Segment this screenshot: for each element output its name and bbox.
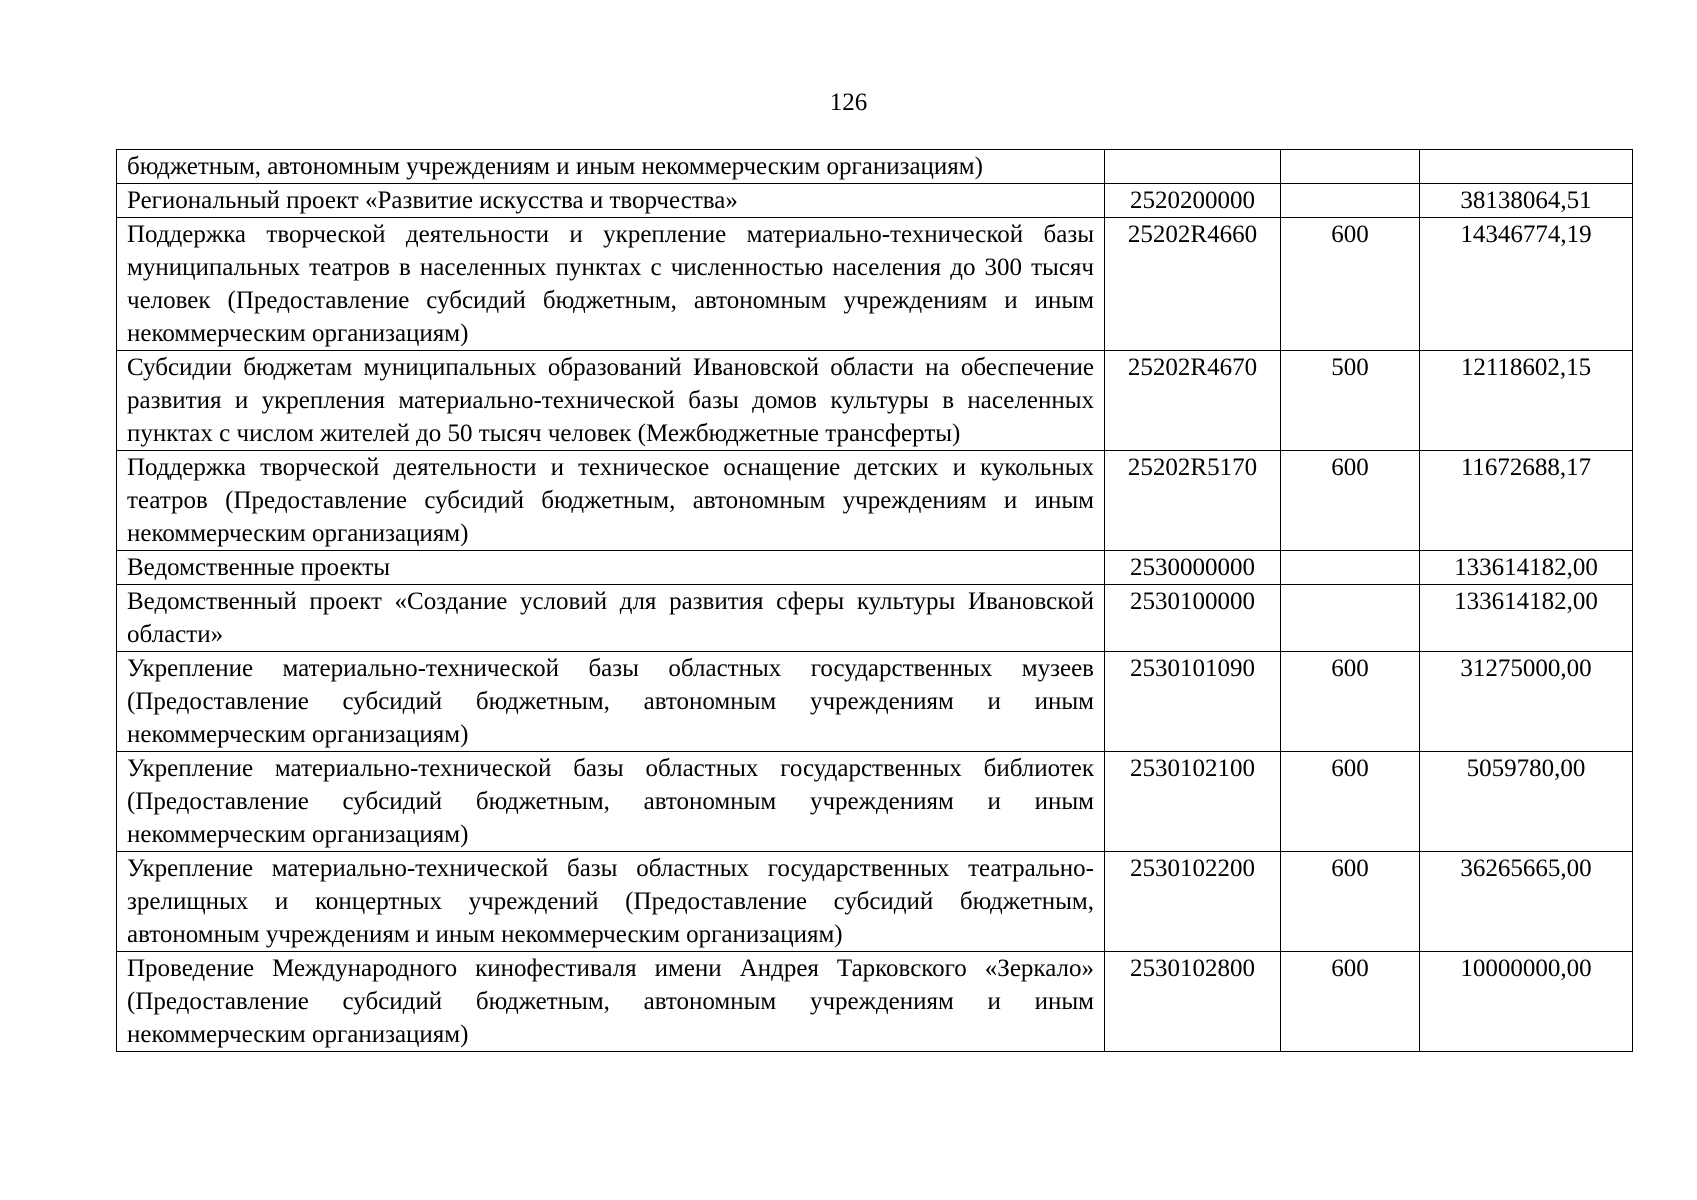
target-code: 25202R4660	[1105, 218, 1281, 351]
target-code: 2530101090	[1105, 652, 1281, 752]
expense-type: 600	[1281, 652, 1420, 752]
budget-table-body	[117, 150, 1633, 1052]
table-row	[117, 852, 1633, 952]
amount: 5059780,00	[1420, 752, 1633, 852]
target-code: 2530102800	[1105, 952, 1281, 1052]
expense-type	[1281, 150, 1420, 184]
amount: 10000000,00	[1420, 952, 1633, 1052]
amount: 14346774,19	[1420, 218, 1633, 351]
table-row	[117, 451, 1633, 551]
expense-type	[1281, 585, 1420, 652]
target-code: 2520200000	[1105, 184, 1281, 218]
table-row	[117, 585, 1633, 652]
table-row	[117, 150, 1633, 184]
expense-type: 600	[1281, 852, 1420, 952]
expense-type: 500	[1281, 351, 1420, 451]
expense-type	[1281, 551, 1420, 585]
target-code: 2530100000	[1105, 585, 1281, 652]
amount: 36265665,00	[1420, 852, 1633, 952]
page-number: 126	[829, 89, 868, 116]
budget-table	[116, 149, 1633, 1052]
target-code: 25202R4670	[1105, 351, 1281, 451]
item-name: бюджетным, автономным учреждениям и иным некоммерческим организациям)	[117, 150, 1105, 184]
expense-type: 600	[1281, 952, 1420, 1052]
expense-type: 600	[1281, 218, 1420, 351]
amount: 12118602,15	[1420, 351, 1633, 451]
target-code	[1105, 150, 1281, 184]
item-name: Субсидии бюджетам муниципальных образований Ивановской области на обеспечение развития и укрепления материально-технической базы домов культуры в населенных пунктах с числом жителей до 50 тысяч человек (Межбюджетные трансферты)	[117, 351, 1105, 451]
item-name: Ведомственные проекты	[117, 551, 1105, 585]
item-name: Укрепление материально-технической базы областных государственных музеев (Предоставление субсидий бюджетным, автономным учреждениям и иным некоммерческим организациям)	[117, 652, 1105, 752]
table-row	[117, 184, 1633, 218]
amount: 31275000,00	[1420, 652, 1633, 752]
item-name: Укрепление материально-технической базы областных государственных библиотек (Предоставление субсидий бюджетным, автономным учреждениям и иным некоммерческим организациям)	[117, 752, 1105, 852]
target-code: 25202R5170	[1105, 451, 1281, 551]
amount: 38138064,51	[1420, 184, 1633, 218]
item-name: Региональный проект «Развитие искусства и творчества»	[117, 184, 1105, 218]
amount	[1420, 150, 1633, 184]
expense-type: 600	[1281, 752, 1420, 852]
table-row	[117, 952, 1633, 1052]
item-name: Укрепление материально-технической базы областных государственных театрально-зрелищных и концертных учреждений (Предоставление субсидий бюджетным, автономным учреждениям и иным некоммерческим организациям)	[117, 852, 1105, 952]
table-row	[117, 652, 1633, 752]
expense-type	[1281, 184, 1420, 218]
target-code: 2530102100	[1105, 752, 1281, 852]
item-name: Проведение Международного кинофестиваля имени Андрея Тарковского «Зеркало» (Предоставление субсидий бюджетным, автономным учреждениям и иным некоммерческим организациям)	[117, 952, 1105, 1052]
target-code: 2530000000	[1105, 551, 1281, 585]
table-row	[117, 551, 1633, 585]
item-name: Поддержка творческой деятельности и укрепление материально-технической базы муниципальных театров в населенных пунктах с численностью населения до 300 тысяч человек (Предоставление субсидий бюджетным, автономным учреждениям и иным некоммерческим организациям)	[117, 218, 1105, 351]
item-name: Ведомственный проект «Создание условий для развития сферы культуры Ивановской области»	[117, 585, 1105, 652]
table-row	[117, 218, 1633, 351]
table-row	[117, 351, 1633, 451]
amount: 133614182,00	[1420, 551, 1633, 585]
item-name: Поддержка творческой деятельности и техническое оснащение детских и кукольных театров (Предоставление субсидий бюджетным, автономным учреждениям и иным некоммерческим организациям)	[117, 451, 1105, 551]
amount: 133614182,00	[1420, 585, 1633, 652]
target-code: 2530102200	[1105, 852, 1281, 952]
amount: 11672688,17	[1420, 451, 1633, 551]
table-row	[117, 752, 1633, 852]
expense-type: 600	[1281, 451, 1420, 551]
